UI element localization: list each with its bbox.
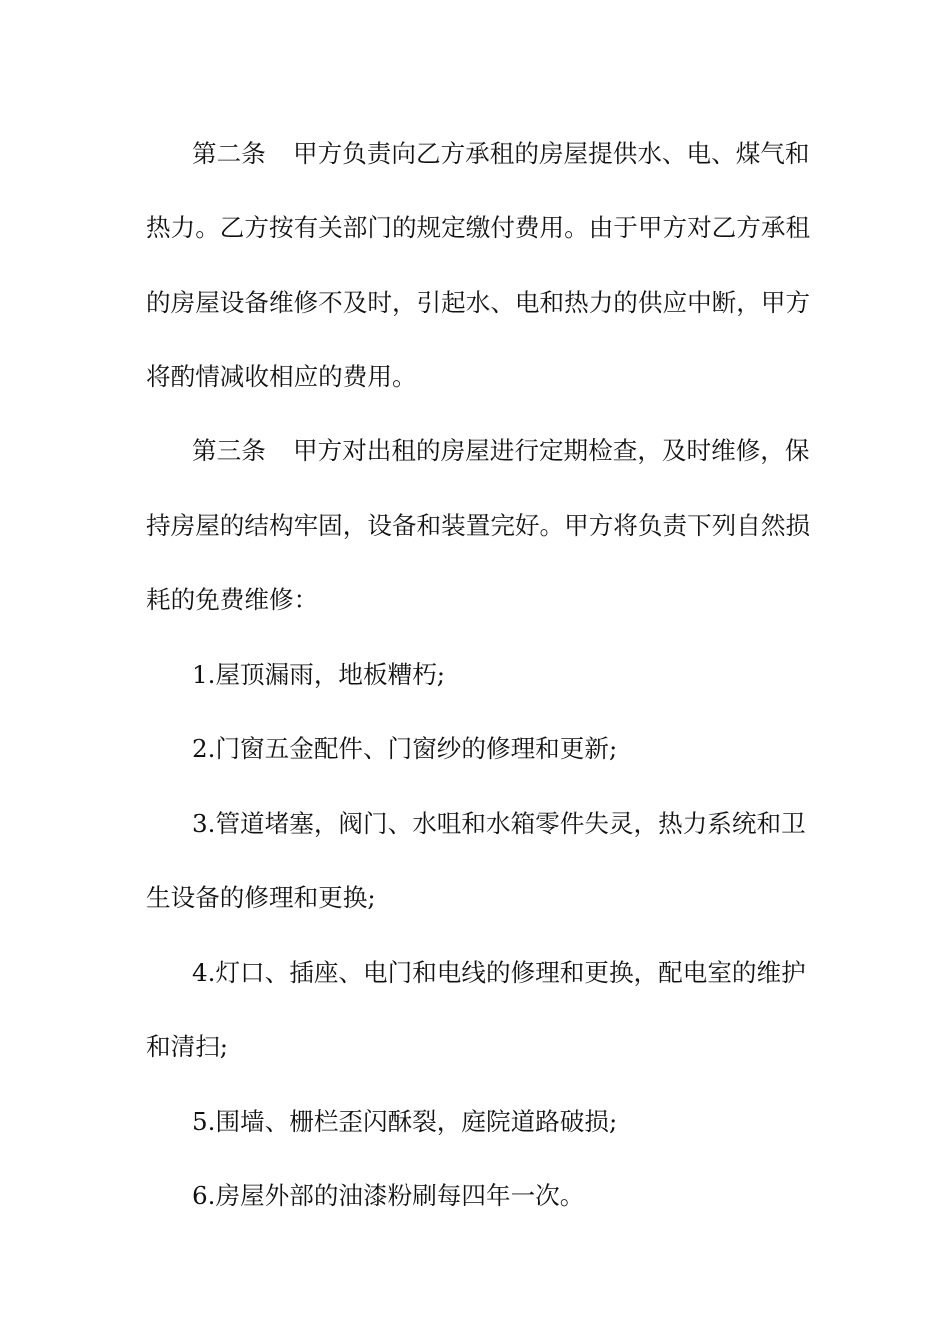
article-3-label: 第三条 [192,436,266,465]
list-item-5: 5.围墙、栅栏歪闪酥裂，庭院道路破损; [192,1107,618,1136]
article-2-label: 第二条 [192,139,266,168]
article-2-line-3: 的房屋设备维修不及时，引起水、电和热力的供应中断，甲方 [146,288,811,317]
article-3-line-2: 持房屋的结构牢固，设备和装置完好。甲方将负责下列自然损 [146,511,811,540]
list-item-4-line-2: 和清扫; [146,1032,229,1061]
list-item-3-line-2: 生设备的修理和更换; [146,883,376,912]
article-2-text: 甲方负责向乙方承租的房屋提供水、电、煤气和 [293,139,810,168]
list-item-1: 1.屋顶漏雨，地板糟朽; [192,660,446,689]
list-item-4-line-1: 4.灯口、插座、电门和电线的修理和更换，配电室的维护 [192,958,806,987]
list-item-2: 2.门窗五金配件、门窗纱的修理和更新; [192,734,618,763]
list-item-3-line-1: 3.管道堵塞，阀门、水咀和水箱零件失灵，热力系统和卫 [192,809,806,838]
article-2-line-4: 将酌情减收相应的费用。 [146,362,417,391]
list-item-6: 6.房屋外部的油漆粉刷每四年一次。 [192,1181,585,1210]
article-3-line-1 [192,431,857,471]
article-2-line-2: 热力。乙方按有关部门的规定缴付费用。由于甲方对乙方承租 [146,213,811,242]
article-3-line-3: 耗的免费维修： [146,585,319,614]
article-2-line-1 [192,134,857,174]
article-3-text: 甲方对出租的房屋进行定期检查，及时维修，保 [293,436,810,465]
